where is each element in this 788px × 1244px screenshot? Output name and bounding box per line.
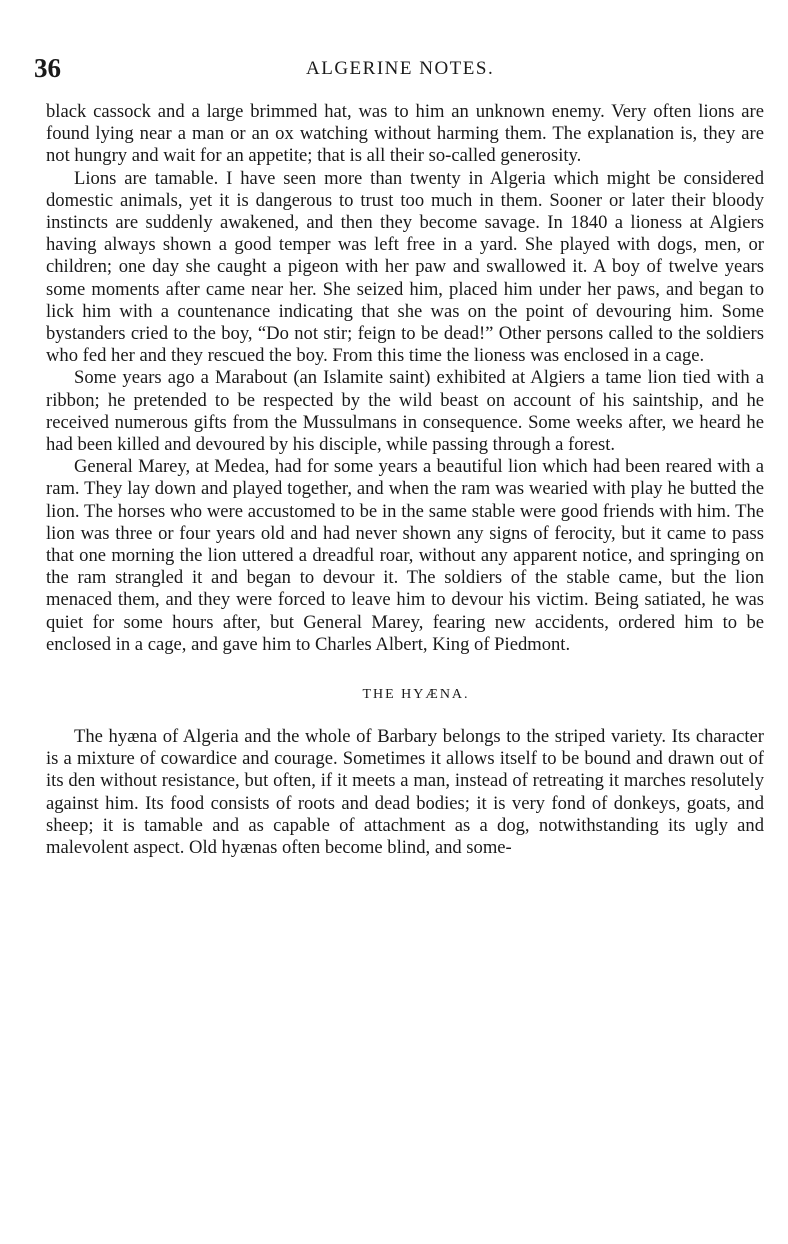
- running-head: [34, 52, 754, 84]
- section-heading-hyaena: THE HYÆNA.: [362, 687, 470, 703]
- paragraph-marabout: Some years ago a Marabout (an Islamite saint) exhibited at Algiers a tame lion tied with a ribbon; he pretended to be respected by the wild beast on account of his saintship, and he received numerous gifts from the Mussulmans in consequence. Some weeks after, we heard he had been killed and devoured by his disciple, while passing through a forest.: [46, 367, 764, 456]
- paragraph-lion-generosity: black cassock and a large brimmed hat, was to him an unknown enemy. Very often lions are found lying near a man or an ox watching without harming them. The explanation is, they are not hungry and wait for an appetite; that is all their so-called generosity.: [46, 101, 764, 167]
- running-title: ALGERINE NOTES.: [306, 58, 495, 79]
- page-number: 36: [34, 53, 61, 83]
- paragraph-lions-tamable: Lions are tamable. I have seen more than twenty in Algeria which might be considered domestic animals, yet it is dangerous to trust too much in them. Sooner or later their bloody instincts are suddenly awakened, and then they become savage. In 1840 a lioness at Algiers having always shown a good temper was left free in a yard. She played with dogs, men, or children; one day she caught a pigeon with her paw and swallowed it. A boy of twelve years some moments after came near her. She seized him, placed him under her paws, and began to lick him with a countenance indicating that she was on the point of devouring him. Some bystanders cried to the boy, “Do not stir; feign to be dead!” Other persons called to the soldiers who fed her and they rescued the boy. From this time the lioness was enclosed in a cage.: [46, 167, 764, 367]
- paragraph-hyaena: The hyæna of Algeria and the whole of Barbary belongs to the striped variety. Its character is a mixture of cowardice and courage. Sometimes it allows itself to be bound and drawn out of its den without resistance, but often, if it meets a man, instead of retreating it marches resolutely against him. Its food consists of roots and dead bodies; it is very fond of donkeys, goats, and sheep; it is tamable and as capable of attachment as a dog, notwithstanding its ugly and malevolent aspect. Old hyænas often become blind, and some-: [46, 726, 764, 859]
- paragraph-general-marey: General Marey, at Medea, had for some years a beautiful lion which had been reared with a ram. They lay down and played together, and when the ram was wearied with play he butted the lion. The horses who were accustomed to be in the same stable were good friends with him. The lion was three or four years old and had never shown any signs of ferocity, but it came to pass that one morning the lion uttered a dreadful roar, without any apparent notice, and springing on the ram strangled it and began to devour it. The soldiers of the stable came, but the lion menaced them, and they were forced to leave him to devour his victim. Being satiated, he was quiet for some hours after, but General Marey, fearing new accidents, ordered him to be enclosed in a cage, and gave him to Charles Albert, King of Piedmont.: [46, 456, 764, 655]
- body-text: [46, 101, 764, 859]
